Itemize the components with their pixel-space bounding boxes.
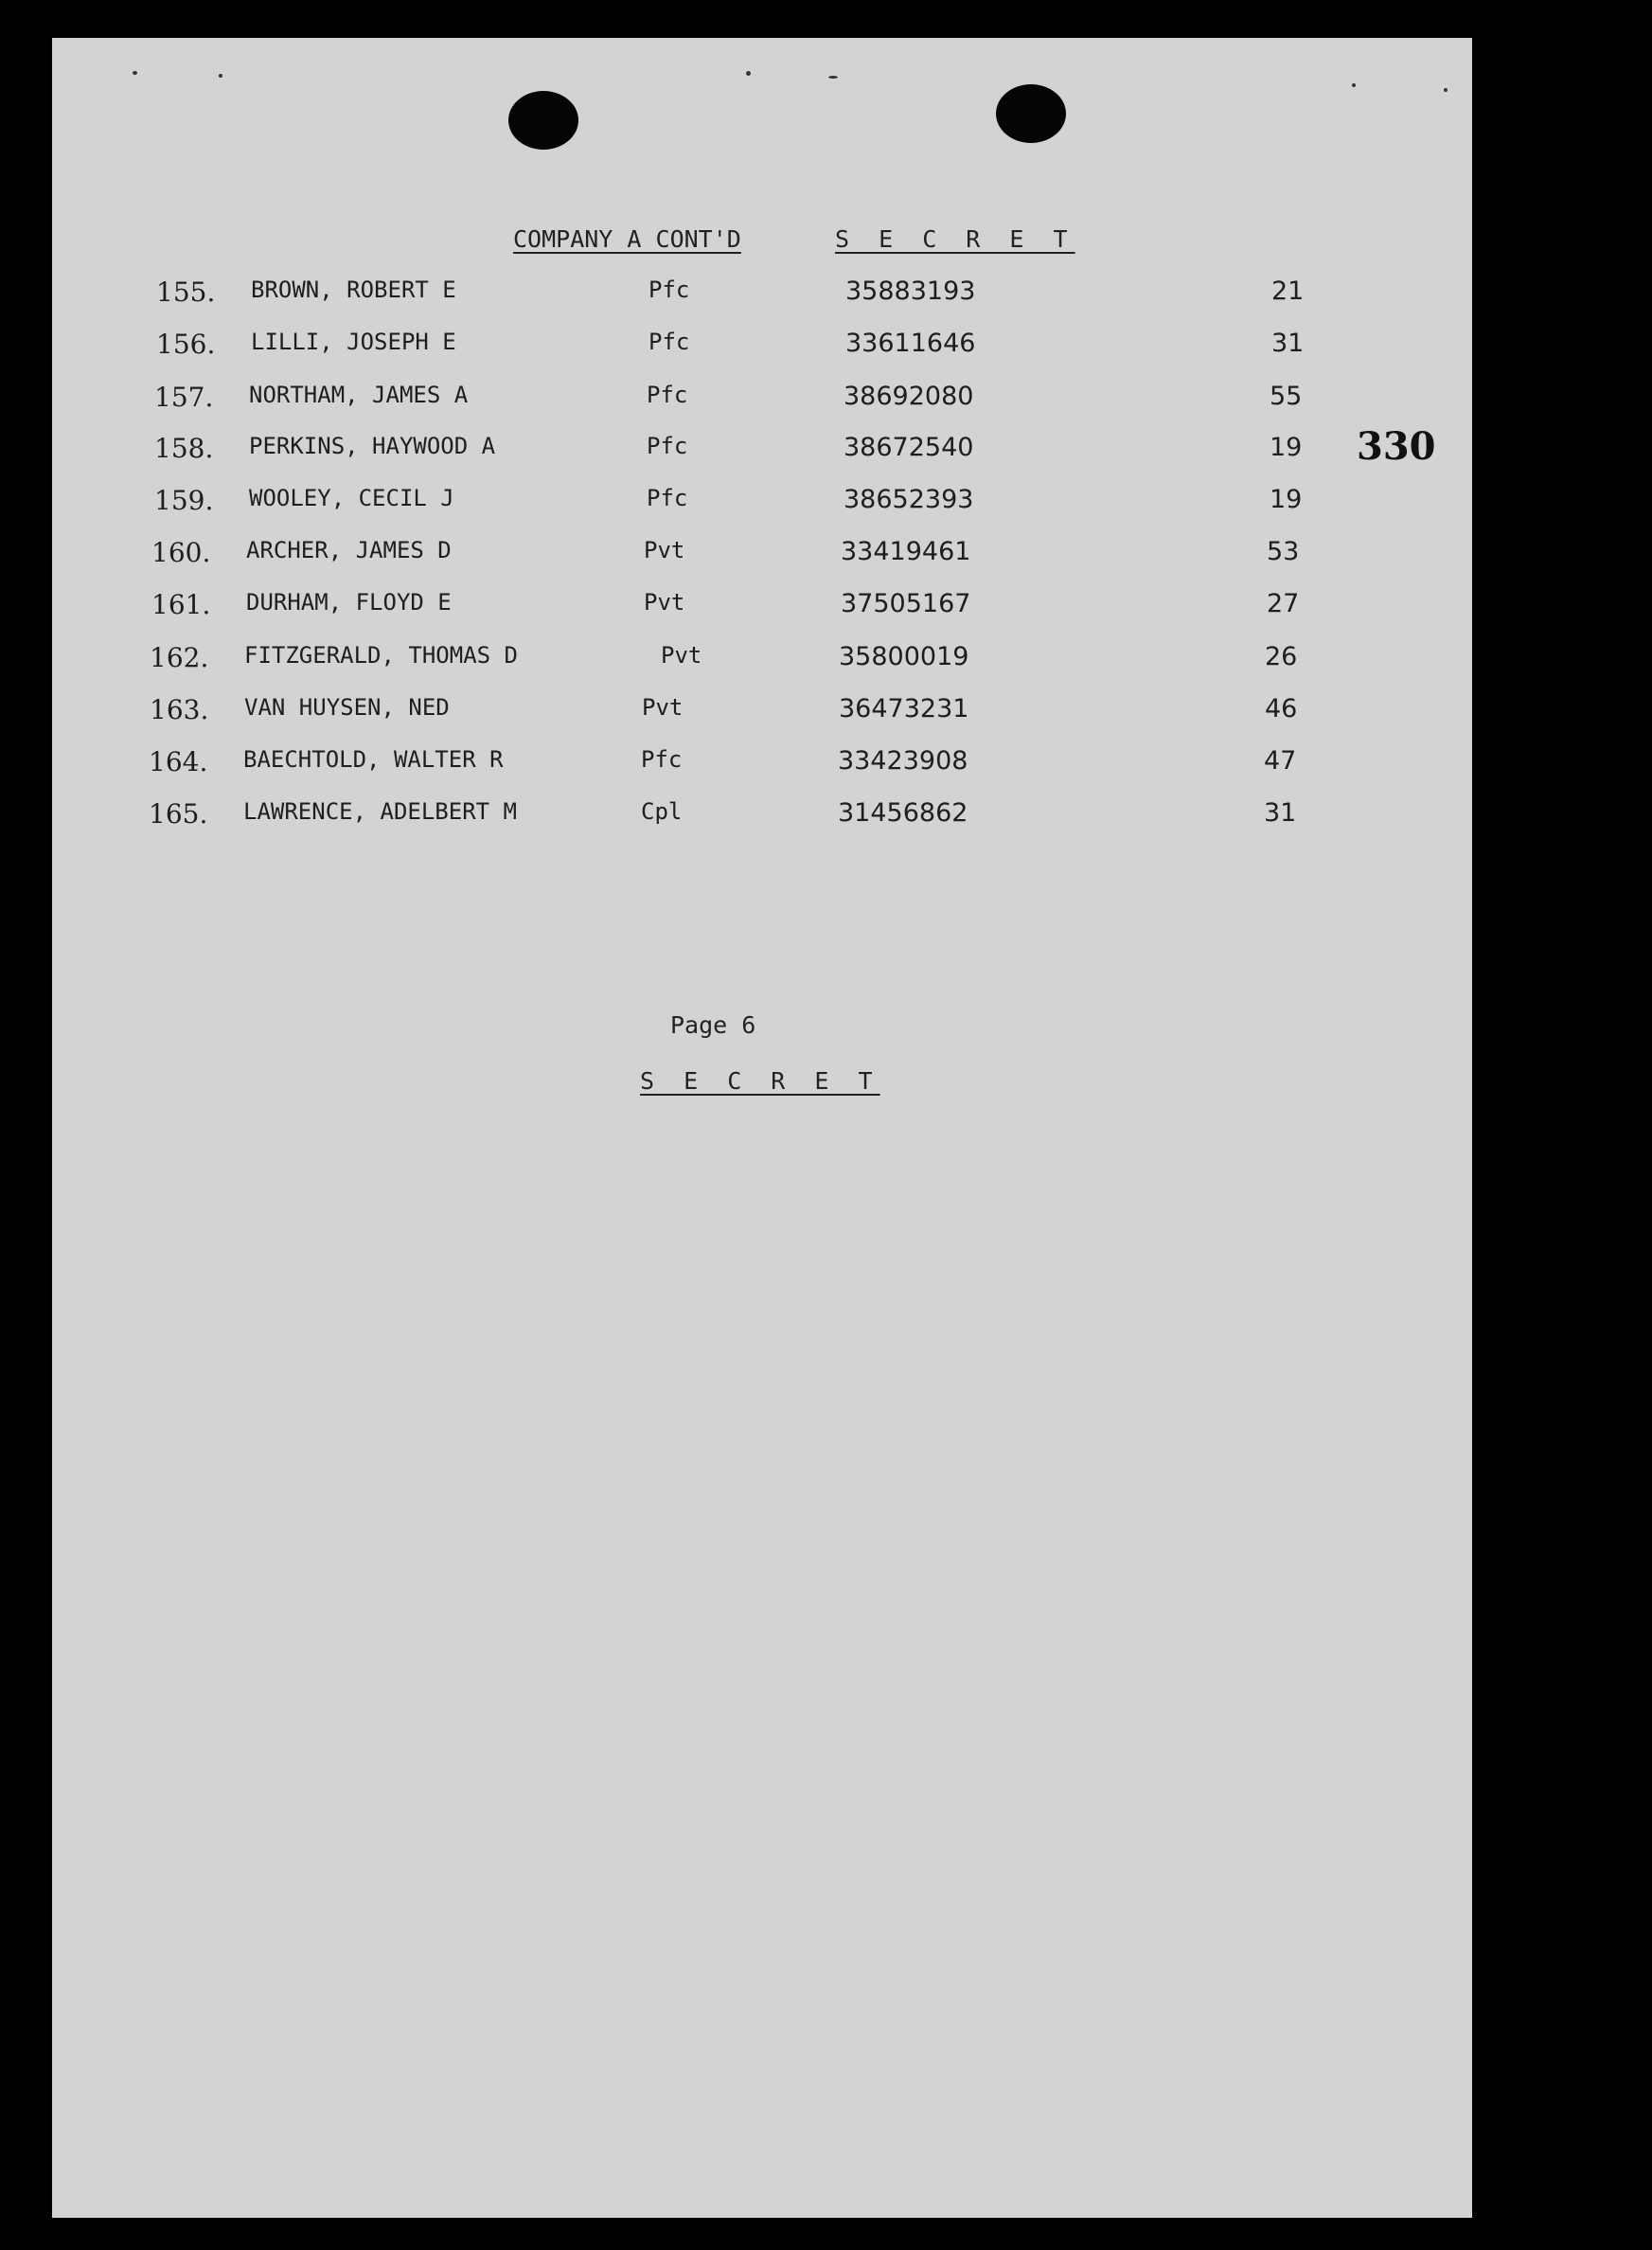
roster-age: 46: [1265, 694, 1298, 723]
roster-age: 47: [1264, 746, 1297, 776]
roster-serial: 33419461: [841, 537, 971, 566]
ink-speck: [746, 71, 751, 76]
roster-serial: 38672540: [844, 433, 974, 462]
document-sheet: [52, 38, 1472, 2218]
ink-speck: [133, 71, 137, 75]
roster-rank: Cpl: [641, 798, 683, 825]
roster-number: 160.: [151, 537, 211, 568]
roster-age: 55: [1270, 382, 1303, 411]
company-heading: COMPANY A CONT'D: [513, 225, 741, 253]
roster-age: 53: [1267, 537, 1300, 566]
roster-rank: Pfc: [647, 382, 688, 408]
roster-name: WOOLEY, CECIL J: [249, 485, 454, 511]
ink-speck: [1444, 88, 1448, 92]
roster-name: PERKINS, HAYWOOD A: [249, 433, 496, 459]
roster-name: BAECHTOLD, WALTER R: [243, 746, 504, 773]
roster-rank: Pvt: [642, 694, 684, 721]
classification-heading: S E C R E T: [835, 225, 1075, 253]
roster-rank: Pvt: [661, 642, 702, 669]
roster-number: 155.: [156, 277, 216, 308]
roster-serial: 35883193: [845, 277, 976, 306]
ink-speck: [1352, 83, 1356, 87]
roster-rank: Pfc: [648, 329, 690, 355]
roster-number: 163.: [150, 694, 209, 725]
roster-rank: Pfc: [647, 485, 688, 511]
roster-name: LAWRENCE, ADELBERT M: [243, 798, 517, 825]
punch-hole-right: [996, 84, 1066, 143]
roster-rank: Pvt: [644, 537, 685, 563]
roster-name: FITZGERALD, THOMAS D: [244, 642, 518, 669]
roster-rank: Pvt: [644, 589, 685, 616]
roster-age: 31: [1264, 798, 1297, 828]
roster-serial: 33611646: [845, 329, 976, 358]
punch-hole-left: [508, 91, 578, 150]
roster-rank: Pfc: [648, 277, 690, 303]
roster-age: 31: [1271, 329, 1305, 358]
page-number: Page 6: [670, 1011, 756, 1039]
roster-name: ARCHER, JAMES D: [246, 537, 452, 563]
roster-serial: 36473231: [839, 694, 969, 723]
roster-number: 159.: [154, 485, 214, 516]
roster-name: VAN HUYSEN, NED: [244, 694, 450, 721]
roster-number: 162.: [150, 642, 209, 673]
roster-number: 161.: [151, 589, 211, 620]
roster-age: 26: [1265, 642, 1298, 671]
roster-name: LILLI, JOSEPH E: [251, 329, 456, 355]
roster-age: 19: [1270, 433, 1303, 462]
roster-rank: Pfc: [641, 746, 683, 773]
ink-speck: [828, 76, 838, 79]
roster-serial: 33423908: [838, 746, 968, 776]
roster-serial: 37505167: [841, 589, 971, 618]
roster-age: 19: [1270, 485, 1303, 514]
roster-number: 164.: [149, 746, 208, 777]
roster-name: BROWN, ROBERT E: [251, 277, 456, 303]
roster-name: NORTHAM, JAMES A: [249, 382, 469, 408]
roster-serial: 31456862: [838, 798, 968, 828]
roster-number: 165.: [149, 798, 208, 830]
roster-rank: Pfc: [647, 433, 688, 459]
roster-serial: 35800019: [839, 642, 969, 671]
roster-number: 156.: [156, 329, 216, 360]
roster-number: 157.: [154, 382, 214, 413]
roster-number: 158.: [154, 433, 214, 464]
roster-serial: 38692080: [844, 382, 974, 411]
roster-serial: 38652393: [844, 485, 974, 514]
ink-speck: [219, 74, 222, 78]
footer-classification: S E C R E T: [640, 1067, 880, 1095]
roster-name: DURHAM, FLOYD E: [246, 589, 452, 616]
page-header: [513, 225, 1075, 253]
roster-age: 21: [1271, 277, 1305, 306]
page-stamp-number: 330: [1357, 424, 1436, 469]
roster-age: 27: [1267, 589, 1300, 618]
